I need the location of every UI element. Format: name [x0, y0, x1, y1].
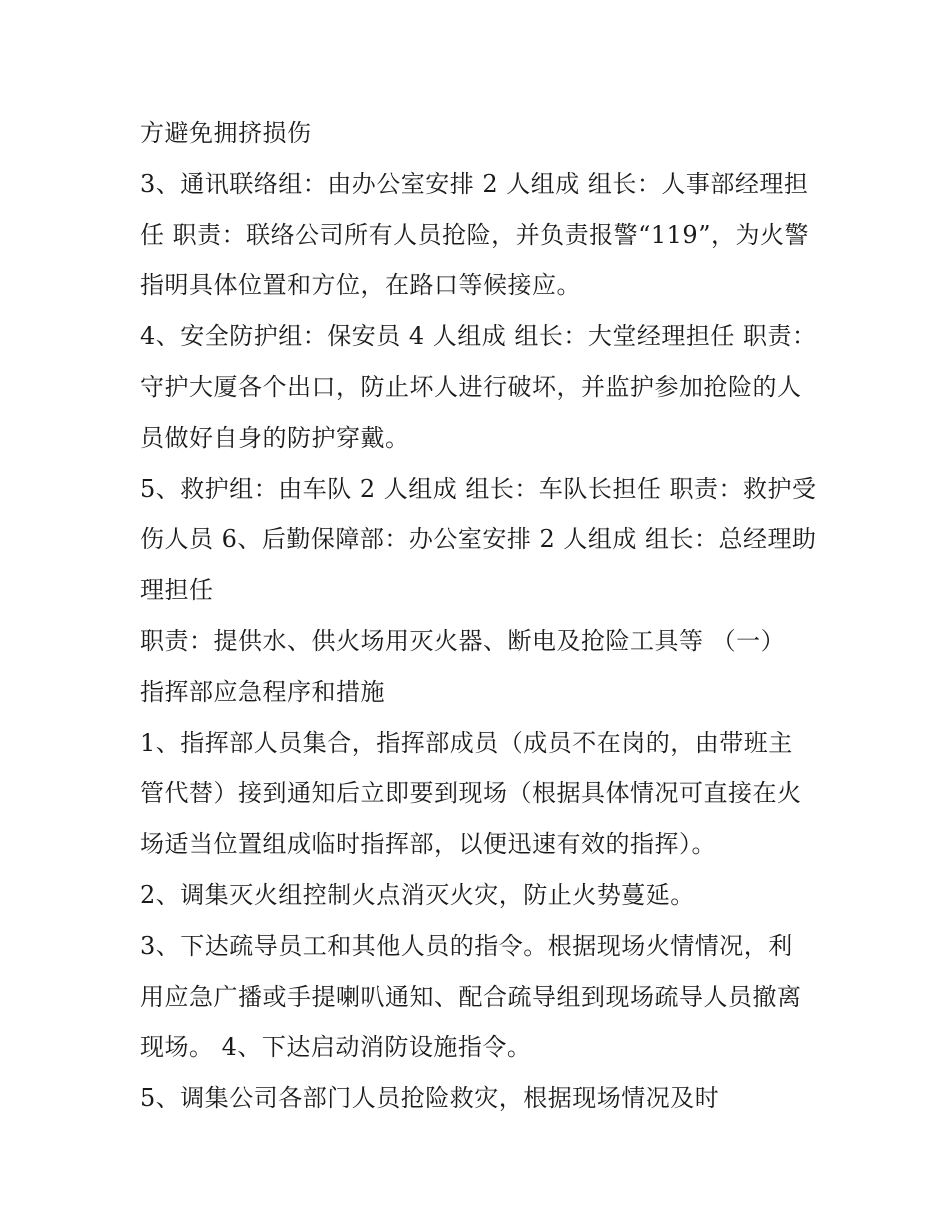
- text-line: 职责：提供水、供火场用灭火器、断电及抢险工具等 （一）: [140, 626, 786, 655]
- text-line: 1、指挥部人员集合，指挥部成员（成员不在岗的，由带班主: [140, 728, 793, 757]
- text-line: 任 职责：联络公司所有人员抢险，并负责报警“119”，为火警: [140, 220, 809, 249]
- text-line: 指挥部应急程序和措施: [140, 677, 385, 706]
- document-body: [140, 108, 820, 1124]
- text-line: 4、安全防护组：保安员 4 人组成 组长：大堂经理担任 职责：: [140, 322, 817, 351]
- text-line: 用应急广播或手提喇叭通知、配合疏导组到现场疏导人员撤离: [140, 982, 802, 1011]
- text-line: 3、下达疏导员工和其他人员的指令。根据现场火情情况，利: [140, 931, 793, 960]
- text-line: 5、救护组：由车队 2 人组成 组长：车队长担任 职责：救护受: [140, 474, 817, 503]
- text-line: 管代替）接到通知后立即要到现场（根据具体情况可直接在火: [140, 779, 802, 808]
- text-line: 3、通讯联络组：由办公室安排 2 人组成 组长：人事部经理担: [140, 169, 809, 198]
- text-line: 守护大厦各个出口，防止坏人进行破坏，并监护参加抢险的人: [140, 372, 802, 401]
- text-line: 员做好自身的防护穿戴。: [140, 423, 410, 452]
- text-line: 2、调集灭火组控制火点消灭火灾，防止火势蔓延。: [140, 880, 695, 909]
- text-line: 伤人员 6、后勤保障部：办公室安排 2 人组成 组长：总经理助: [140, 525, 817, 554]
- text-line: 5、调集公司各部门人员抢险救灾，根据现场情况及时: [140, 1084, 720, 1113]
- text-line: 方避免拥挤损伤: [140, 119, 312, 147]
- text-line: 场适当位置组成临时指挥部，以便迅速有效的指挥）。: [140, 830, 716, 859]
- text-line: 指明具体位置和方位，在路口等候接应。: [140, 271, 581, 300]
- text-line: 现场。 4、下达启动消防设施指令。: [140, 1033, 532, 1062]
- text-line: 理担任: [140, 576, 214, 605]
